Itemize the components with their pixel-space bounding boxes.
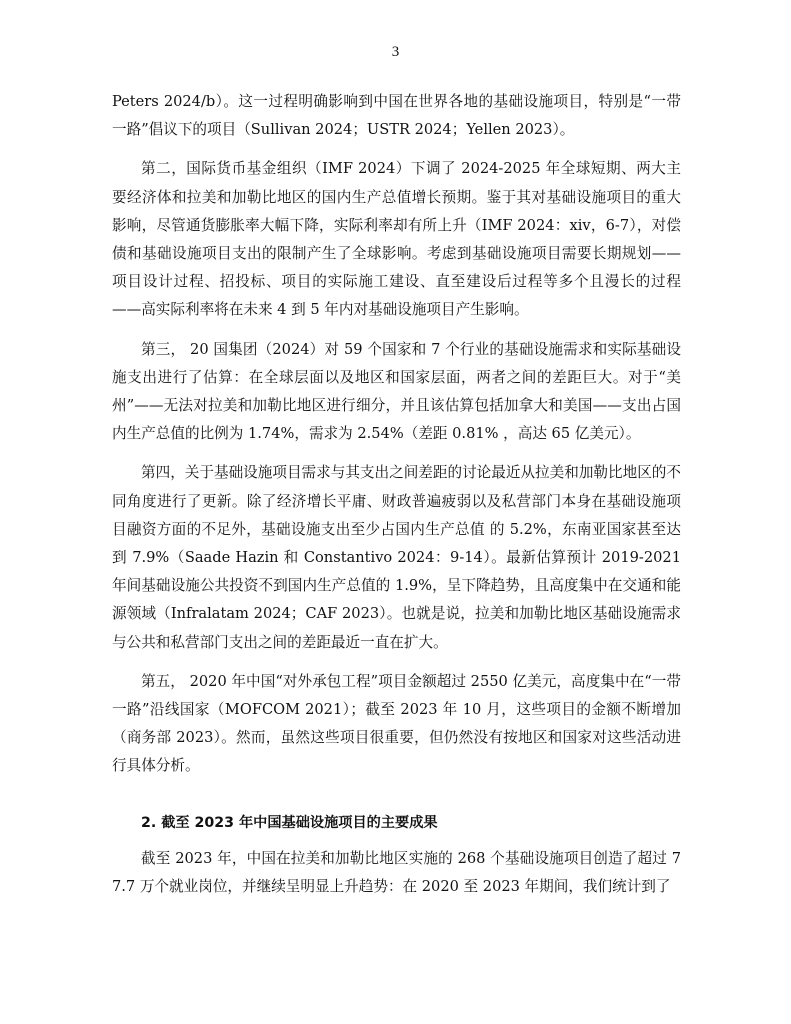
paragraph-continuation: Peters 2024/b）。这一过程明确影响到中国在世界各地的基础设施项目，特别是“一带一路”倡议下的项目（Sullivan 2024；USTR 2024；Yellen 2023）。	[112, 93, 681, 139]
paragraph-fourth: 第四，关于基础设施项目需求与其支出之间差距的讨论最近从拉美和加勒比地区的不同角度进行了更新。除了经济增长平庸、财政普遍疲弱以及私营部门本身在基础设施项目融资方面的不足外，基础设施支出至少占国内生产总值 的 5.2%，东南亚国家甚至达到 7.9%（Saade Hazin 和 Constantivo 2024：9-14）。最新估算预计 2019-2021 年间基础设施公共投资不到国内生产总值的 1.9%，呈下降趋势，且高度集中在交通和能源领域（Infralatam 2024；CAF 2023）。也就是说，拉美和加勒比地区基础设施需求与公共和私营部门支出之间的差距最近一直在扩大。	[112, 464, 681, 651]
section-heading: 2. 截至 2023 年中国基础设施项目的主要成果	[141, 814, 438, 831]
page-number: 3	[391, 44, 400, 60]
paragraph-third: 第三， 20 国集团（2024）对 59 个国家和 7 个行业的基础设施需求和实际基础设施支出进行了估算：在全球层面以及地区和国家层面，两者之间的差距巨大。对于“美州”——无法对拉美和加勒比地区进行细分，并且该估算包括加拿大和美国——支出占国内生产总值的比例为 1.74%，需求为 2.54%（差距 0.81% ，高达 65 亿美元）。	[112, 340, 681, 443]
document-body	[112, 88, 681, 912]
section-paragraph: 截至 2023 年，中国在拉美和加勒比地区实施的 268 个基础设施项目创造了超过 77.7 万个就业岗位，并继续呈明显上升趋势：在 2020 至 2023 年期间，我们统计到了	[112, 849, 681, 895]
paragraph-fifth: 第五， 2020 年中国“对外承包工程”项目金额超过 2550 亿美元，高度集中在“一带一路”沿线国家（MOFCOM 2021）；截至 2023 年 10 月，这些项目的金额不断增加（商务部 2023）。然而，虽然这些项目很重要，但仍然没有按地区和国家对这些活动进行具体分析。	[112, 672, 681, 775]
paragraph-second: 第二，国际货币基金组织（IMF 2024）下调了 2024-2025 年全球短期、两大主要经济体和拉美和加勒比地区的国内生产总值增长预期。鉴于其对基础设施项目的重大影响，尽管通货膨胀率大幅下降，实际利率却有所上升（IMF 2024：xiv，6-7），对偿债和基础设施项目支出的限制产生了全球影响。考虑到基础设施项目需要长期规划——项目设计过程、招投标、项目的实际施工建设、直至建设后过程等多个且漫长的过程——高实际利率将在未来 4 到 5 年内对基础设施项目产生影响。	[112, 160, 681, 319]
